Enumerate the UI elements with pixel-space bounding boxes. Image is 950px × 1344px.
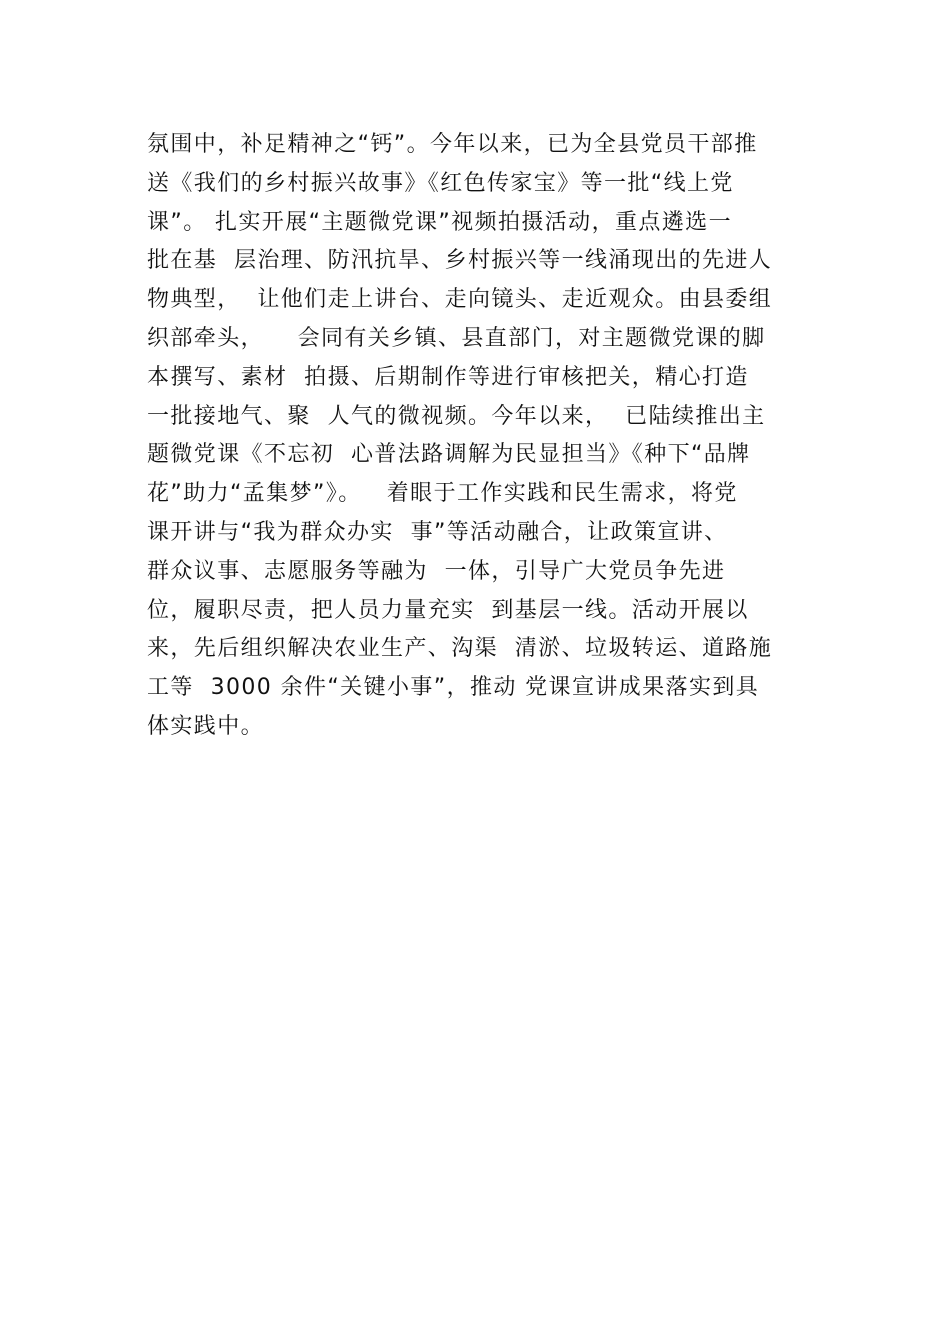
text-line: 课开讲与“我为群众办实 事”等活动融合，让政策宣讲、 — [147, 519, 728, 545]
text-line: 课”。 扎实开展“主题微党课”视频拍摄活动，重点遴选一 — [147, 209, 732, 235]
text-line: 送《我们的乡村振兴故事》《红色传家宝》等一批“线上党 — [147, 170, 734, 196]
text-line: 工等 3000 余件“关键小事”，推动 党课宣讲成果落实到具 — [147, 675, 760, 701]
text-line: 题微党课《不忘初 心普法路调解为民显担当》《种下“品牌 — [147, 442, 751, 468]
text-line: 织部牵头， 会同有关乡镇、县直部门，对主题微党课的脚 — [147, 325, 766, 351]
text-line: 位，履职尽责，把人员力量充实 到基层一线。活动开展以 — [147, 597, 749, 623]
text-line: 来，先后组织解决农业生产、沟渠 清淤、垃圾转运、道路施 — [147, 636, 773, 662]
text-line: 批在基 层治理、防汛抗旱、乡村振兴等一线涌现出的先进人 — [147, 248, 773, 274]
text-line: 氛围中，补足精神之“钙”。今年以来，已为全县党员干部推 — [147, 132, 758, 157]
text-line: 一批接地气、聚 人气的微视频。今年以来， 已陆续推出主 — [147, 403, 766, 429]
body-paragraph — [147, 126, 827, 747]
text-line: 体实践中。 — [147, 713, 265, 739]
text-line: 本撰写、素材 拍摄、后期制作等进行审核把关，精心打造 — [147, 364, 749, 390]
text-line: 群众议事、志愿服务等融为 一体，引导广大党员争先进 — [147, 558, 726, 584]
text-line: 花”助力“孟集梦”》。 着眼于工作实践和民生需求，将党 — [147, 481, 738, 507]
text-line: 物典型， 让他们走上讲台、走向镜头、走近观众。由县委组 — [147, 287, 773, 313]
